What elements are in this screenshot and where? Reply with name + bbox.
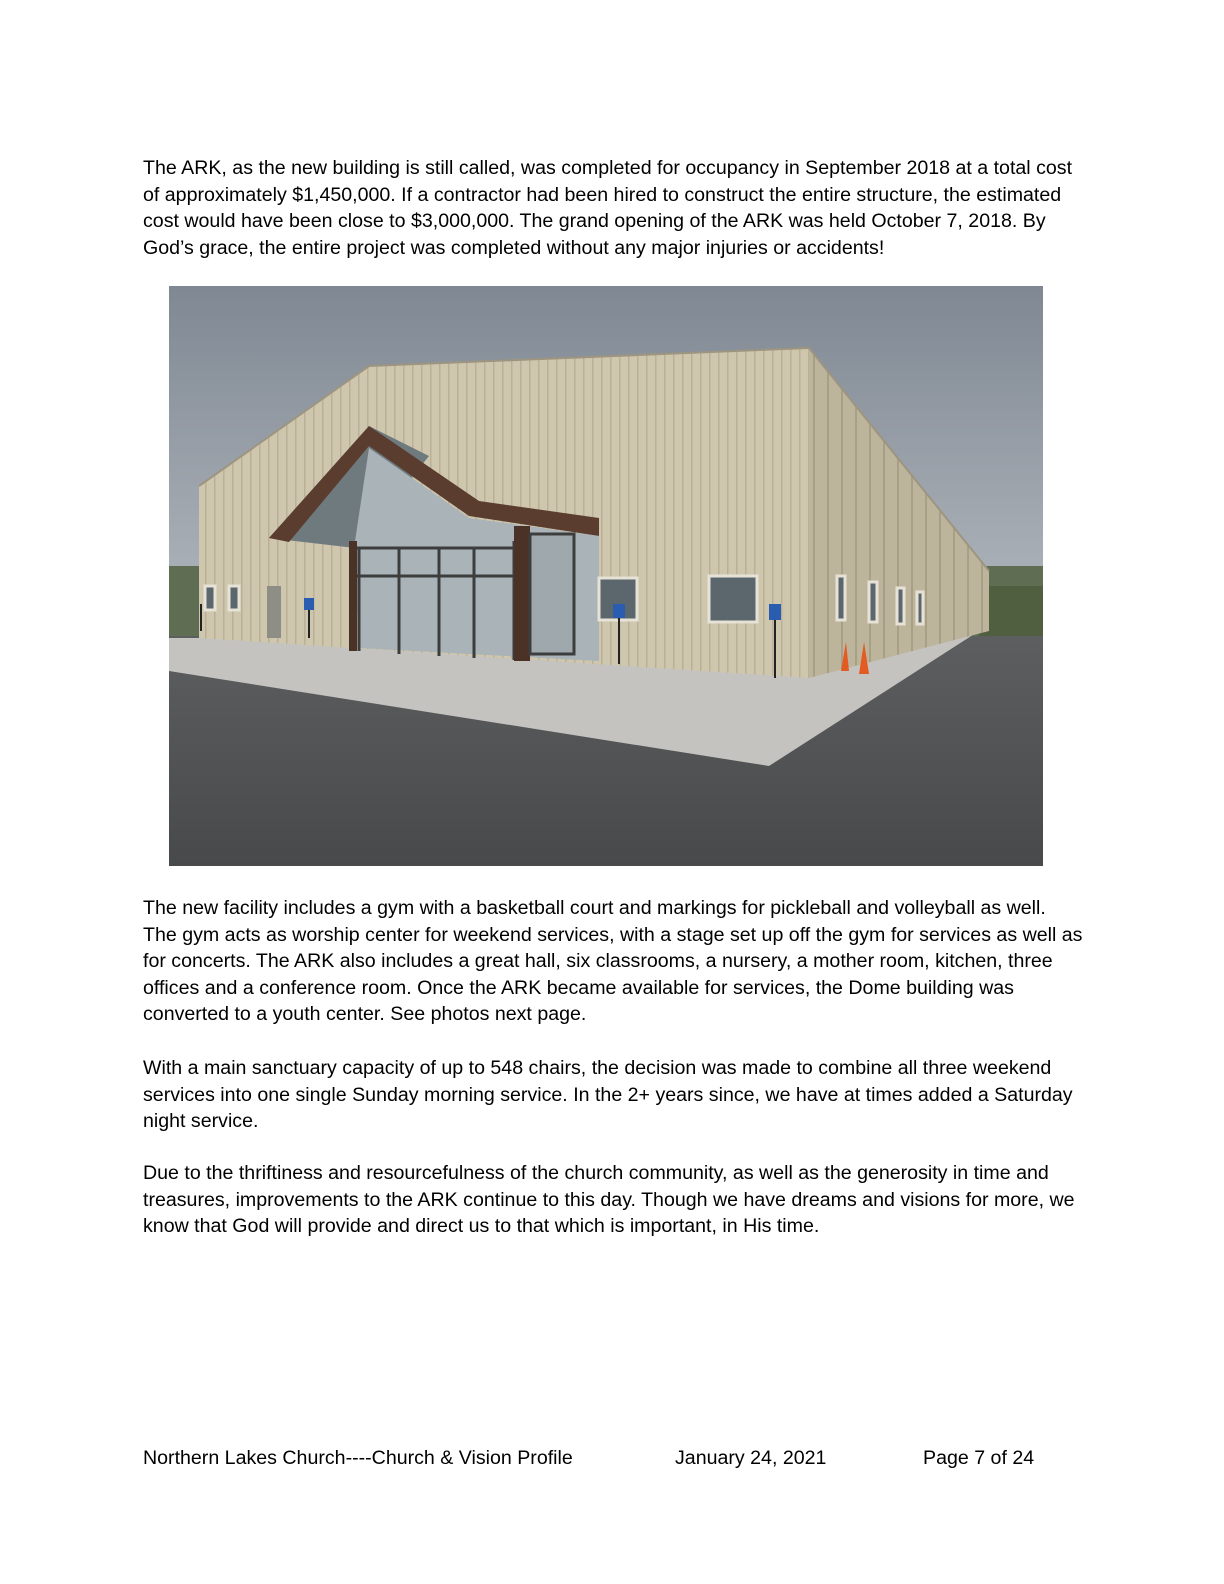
improvements-paragraph: Due to the thriftiness and resourcefulness of the church community, as well as the generosity in time and treasures, improvements to the ARK continue to this day. Though we have dreams and visions for more, we know that God will provide and direct us to that which is important, in His time. xyxy=(143,1162,1075,1238)
footer-date: January 24, 2021 xyxy=(675,1447,827,1469)
footer-title: Northern Lakes Church----Church & Vision Profile xyxy=(143,1447,573,1469)
footer-page-number: Page 7 of 24 xyxy=(923,1447,1035,1469)
capacity-paragraph: With a main sanctuary capacity of up to 548 chairs, the decision was made to combine all three weekend services into one single Sunday morning service. In the 2+ years since, we have at times added a Saturday night service. xyxy=(143,1057,1073,1133)
facility-paragraph: The new facility includes a gym with a basketball court and markings for pickleball and volleyball as well. The gym acts as worship center for weekend services, with a stage set up off the gym for services as well as for concerts. The ARK also includes a great hall, six classrooms, a nursery, a mother room, kitchen, three offices and a conference room. Once the ARK became available for services, the Dome building was converted to a youth center. See photos next page. xyxy=(143,897,1083,1026)
intro-paragraph: The ARK, as the new building is still called, was completed for occupancy in September 2018 at a total cost of approximately $1,450,000. If a contractor had been hired to construct the entire structure, the estimated cost would have been close to $3,000,000. The grand opening of the ARK was held October 7, 2018. By God’s grace, the entire project was completed without any major injuries or accidents! xyxy=(143,157,1073,259)
ark-building-photo xyxy=(169,286,1043,866)
